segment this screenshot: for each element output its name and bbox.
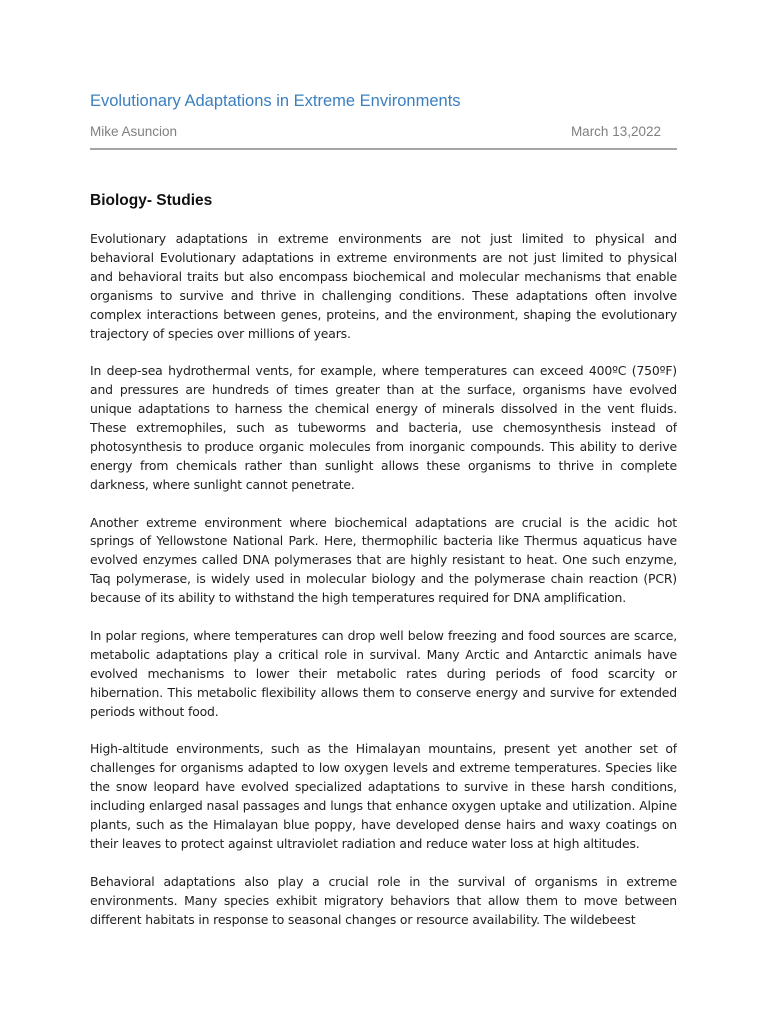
paragraph: Another extreme environment where biochemical adaptations are crucial is the acidic hot springs of Yellowstone National Park. Here, thermophilic bacteria like Thermus aquaticus have evolved enzymes called DNA polymerases that are highly resistant to heat. One such enzyme, Taq polymerase, is widely used in molecular biology and the polymerase chain reaction (PCR) because of its ability to withstand the high temperatures required for DNA amplification. (90, 514, 677, 606)
document-title: Evolutionary Adaptations in Extreme Environments (90, 92, 461, 110)
document-date: March 13,2022 (570, 124, 661, 139)
paragraph: Evolutionary adaptations in extreme environments are not just limited to physical and behavioral Evolutionary adaptations in extreme environments are not just limited to physical and behavioral traits but also encompass biochemical and molecular mechanisms that enable organisms to survive and thrive in challenging conditions. These adaptations often involve complex interactions between genes, proteins, and the environment, shaping the evolutionary trajectory of species over millions of years. (90, 231, 677, 341)
paragraph: In deep-sea hydrothermal vents, for example, where temperatures can exceed 400ºC (750ºF) and pressures are hundreds of times greater than at the surface, organisms have evolved unique adaptations to harness the chemical energy of minerals dissolved in the vent fluids. These extremophiles, such as tubeworms and bacteria, use chemosynthesis instead of photosynthesis to produce organic molecules from inorganic compounds. This ability to derive energy from chemicals rather than sunlight allows these organisms to thrive in complete darkness, where sunlight cannot penetrate. (90, 363, 677, 492)
document-meta (90, 124, 661, 144)
document-body (90, 230, 677, 930)
document-page (90, 0, 677, 1024)
paragraph: Behavioral adaptations also play a crucial role in the survival of organisms in extreme environments. Many species exhibit migratory behaviors that allow them to move between different habitats in response to seasonal changes or resource availability. The wildebeest (90, 873, 677, 927)
paragraph: High-altitude environments, such as the Himalayan mountains, present yet another set of challenges for organisms adapted to low oxygen levels and extreme temperatures. Species like the snow leopard have evolved specialized adaptations to survive in these harsh conditions, including enlarged nasal passages and lungs that enhance oxygen uptake and utilization. Alpine plants, such as the Himalayan blue poppy, have developed dense hairs and waxy coatings on their leaves to protect against ultraviolet radiation and reduce water loss at high altitudes. (90, 741, 677, 851)
section-heading: Biology- Studies (90, 192, 213, 209)
author-name: Mike Asuncion (90, 124, 178, 139)
header-divider (90, 148, 677, 150)
paragraph: In polar regions, where temperatures can drop well below freezing and food sources are scarce, metabolic adaptations play a critical role in survival. Many Arctic and Antarctic animals have evolved mechanisms to lower their metabolic rates during periods of food scarcity or hibernation. This metabolic flexibility allows them to conserve energy and survive for extended periods without food. (90, 627, 677, 719)
